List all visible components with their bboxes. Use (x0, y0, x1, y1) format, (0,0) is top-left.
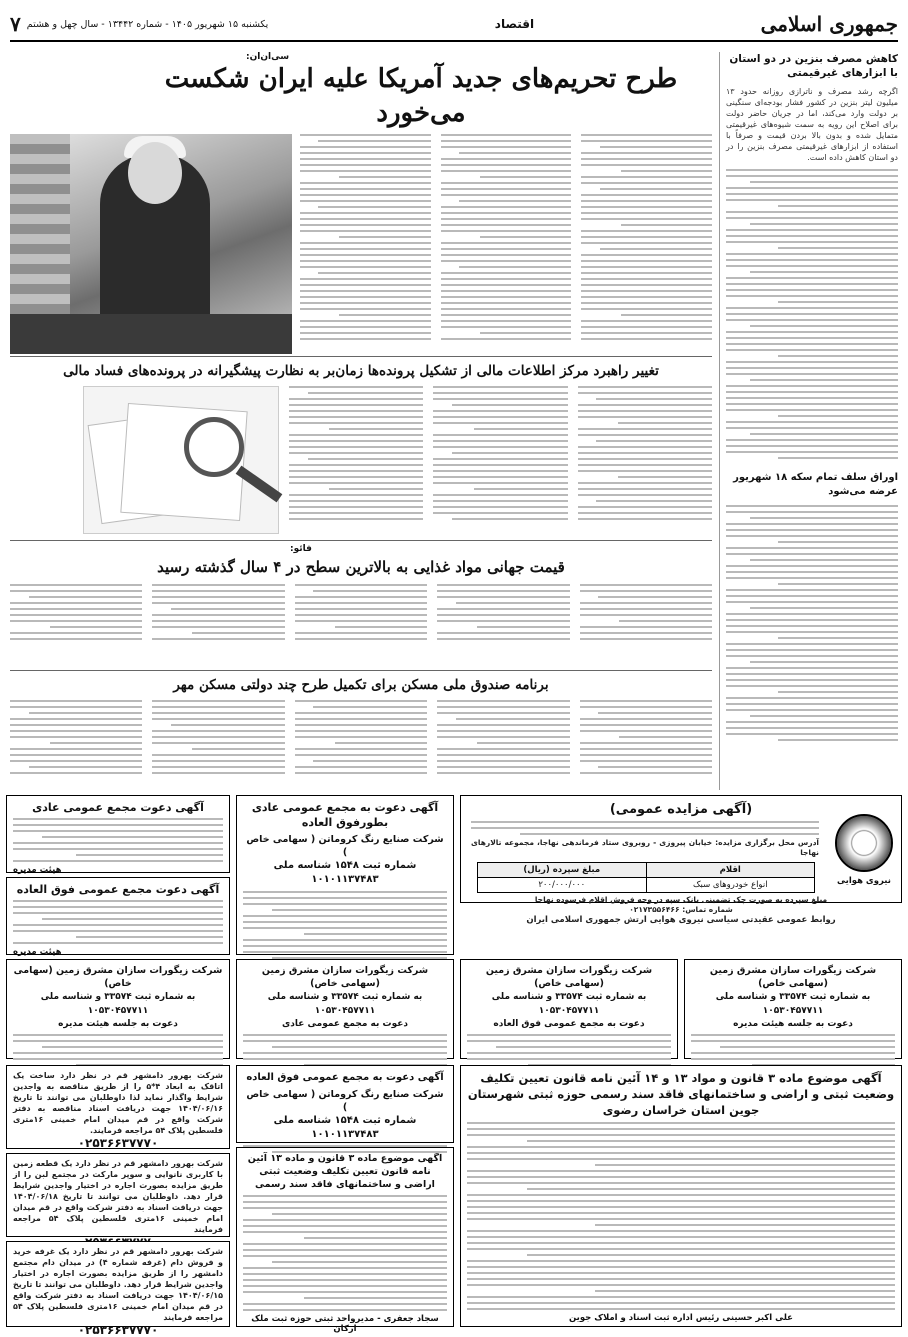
ad-title: آگهی دعوت به مجمع عمومی فوق العاده (246, 1072, 444, 1083)
ad-registration: به شماره ثبت ۳۳۵۷۴ و شناسه ملی ۱۰۵۳۰۴۵۷۷۱۱ (267, 992, 423, 1016)
bahrevar-ad-2 (6, 1153, 230, 1237)
notice-signature: سجاد جعفری - مدیرواحد ثبتی حوزه ثبت ملک ارکان (251, 1314, 439, 1334)
page-number: ۷ (10, 12, 21, 36)
story-divider (10, 540, 712, 541)
land-registry-notice-small (236, 1147, 454, 1334)
lead-story-kicker: سی‌ان‌ان: (246, 52, 290, 62)
auction-footer: روابط عمومی عقیدتی سیاسی نیروی هوایی ارتش جمهوری اسلامی ایران (526, 915, 836, 925)
lead-story-body (10, 134, 712, 356)
bahrevar-ad-1 (6, 1065, 230, 1149)
auction-phone: شماره تماس: ۰۲۱۷۳۵۵۶۴۶۶ (629, 905, 733, 914)
magnifier-documents-photo (83, 386, 279, 534)
story-divider (10, 356, 712, 357)
ad-phone: ۰۲۵۳۶۶۳۷۷۷۰ (77, 1136, 159, 1150)
story4-body (10, 700, 712, 774)
meeting-ad-chromaten-2 (236, 1065, 454, 1143)
auction-table (477, 862, 815, 893)
ad-phone: ۰۲۵۳۶۶۳۷۷۷۰ (77, 1323, 159, 1337)
section-label: اقتصاد (494, 17, 535, 31)
table-row (478, 878, 814, 892)
ad-registration: شماره ثبت ۱۵۴۸ شناسه ملی ۱۰۱۰۱۱۳۷۴۸۳ (273, 860, 417, 885)
issue-info: یکشنبه ۱۵ شهریور ۱۴۰۵ - شماره ۱۳۴۴۲ - سال چهل و هشتم (26, 18, 269, 30)
zigurat-ad-3 (236, 959, 454, 1059)
ad-text: شرکت بهرور دامشهر قم در نظر دارد یک غرفه خرید و فروش دام (غرفه شماره ۴) در میدان دام مجتمع دامشهر را از طریق مزایده بصورت اجاره در اختیار واجدین شرایط قرار دهد. داوطلبان می توانند تا تاریخ ۱۴۰۴/۰۶/۱۵ جهت دریافت اسناد به دفتر شرکت واقع در قم میدان امام خمینی ۱۶متری فلسطین پلاک ۵۴ مراجعه فرمایند (13, 1247, 224, 1322)
story3-kicker: فائو: (290, 544, 312, 554)
ad-body (243, 1145, 447, 1153)
issue-info-group (10, 12, 268, 36)
meeting-ad-chromaten-1 (236, 795, 454, 955)
auction-issuer: نیروی هوایی (837, 876, 891, 886)
zigurat-ad-1 (684, 959, 902, 1059)
zigurat-ad-4 (6, 959, 230, 1059)
main-column (10, 52, 712, 693)
table-cell: ۲۰۰/۰۰۰/۰۰۰ (478, 878, 647, 892)
auction-deposit: مبلغ سپرده به صورت چک تضمینی بانک سپه در وجه فروش اقلام فرسوده نهاجا (534, 895, 828, 904)
story3-body (10, 584, 712, 640)
notice-body (243, 1195, 447, 1311)
ad-body (13, 900, 223, 944)
ad-signature: هیئت مدیره (13, 865, 62, 875)
table-cell: انواع خودروهای سبک (692, 880, 768, 890)
ad-body (13, 1034, 223, 1066)
auction-address: آدرس محل برگزاری مزایده: خیابان پیروزی - روبروی ستاد فرماندهی نهاجا، مجموعه تالارهای نهاجا (471, 838, 819, 857)
zigurat-ad-2 (460, 959, 678, 1059)
ad-text: شرکت بهرور دامشهر قم در نظر دارد ساخت یک اتاقک به ابعاد ۴*۵ را از طریق مناقصه به واجدین شرایط واگذار نماید لذا داوطلبان می توانند تا تاریخ ۱۴۰۴/۰۶/۱۶ جهت دریافت اسناد مناقصه به دفتر شرکت واقع در قم میدان امام خمینی ۱۶متری فلسطین پلاک ۵۴ مراجعه فرمایند. (13, 1071, 223, 1135)
sidebar-story2-title: اوراق سلف تمام سکه ۱۸ شهریور عرضه می‌شود (733, 472, 898, 497)
ad-subject: دعوت به مجمع عمومی فوق العاده (493, 1019, 645, 1029)
notice-signature: علی اکبر حسینی رئیس اداره ثبت اسناد و املاک جوین (569, 1313, 793, 1323)
lead-story-title: طرح تحریم‌های جدید آمریکا علیه ایران شکست می‌خورد (164, 64, 678, 128)
auction-title: (آگهی مزایده عمومی) (609, 802, 753, 817)
story2-body (10, 386, 712, 534)
table-header: مبلغ سپرده (ریال) (478, 863, 647, 877)
ad-company: شرکت زیگورات سازان مشرق زمین (سهامی خاص) (709, 965, 877, 989)
story-divider (10, 670, 712, 671)
ad-company: شرکت صنایع رنگ کروماتن ( سهامی خاص ) (246, 1089, 444, 1113)
bahrevar-ad-3 (6, 1241, 230, 1337)
auction-body (471, 821, 819, 835)
ad-subject: دعوت به جلسه هیئت مدیره (733, 1019, 853, 1029)
ad-body (691, 1034, 895, 1066)
ad-company: شرکت زیگورات سازان مشرق زمین (سهامی خاص) (13, 965, 223, 989)
newspaper-logo: جمهوری اسلامی (760, 12, 898, 36)
ad-title: آگهی دعوت مجمع عمومی عادی (32, 801, 204, 814)
ad-body (243, 1034, 447, 1066)
ad-company: شرکت زیگورات سازان مشرق زمین (سهامی خاص) (485, 965, 653, 989)
sidebar-story1-lead: اگرچه رشد مصرف و ناترازی روزانه حدود ۱۳ میلیون لیتر بنزین در کشور فشار بودجه‌ای سنگینی بر دولت وارد می‌کند، اما در جریان حاضر دولت برای اصلاح این رویه به سمت شیوه‌های غیرقیمتی متمایل شده و بدون بالا بردن قیمت و صرفاً با استفاده از ابزارهای غیرقیمتی مصرف بنزین را در دو استان کاهش داده است. (726, 87, 898, 162)
extraordinary-meeting-ad (6, 877, 230, 955)
ad-registration: به شماره ثبت ۳۳۵۷۴ و شناسه ملی ۱۰۵۳۰۴۵۷۷۱۱ (491, 992, 647, 1016)
ad-text: شرکت بهرور دامشهر قم در نظر دارد یک قطعه زمین با کاربری نانوایی و سوپر مارکت در مجتمع لبن را از طریق مزایده بصورت اجاره در اختیار واجدین شرایط قرار دهد. داوطلبان می توانند تا تاریخ ۱۴۰۴/۰۶/۱۸ جهت دریافت اسناد به دفتر شرکت واقع در قم میدان امام خمینی ۱۶متری فلسطین پلاک ۵۴ مراجعه فرمایند (13, 1159, 223, 1234)
ad-subject: دعوت به مجمع عمومی عادی (282, 1019, 408, 1029)
story4-title: برنامه صندوق ملی مسکن برای تکمیل طرح چند دولتی مسکن مهر (173, 677, 549, 693)
table-row (478, 863, 814, 878)
sidebar-story1-body (726, 169, 898, 459)
ad-registration: به شماره ثبت ۳۳۵۷۴ و شناسه ملی ۱۰۵۳۰۴۵۷۷۱۱ (715, 992, 871, 1016)
story2-photo-wrap (10, 386, 279, 534)
ad-subject: دعوت به جلسه هیئت مدیره (58, 1019, 178, 1029)
sidebar-story1-title: کاهش مصرف بنزین در دو استان با ابزارهای غیرقیمتی (729, 53, 898, 79)
sidebar-divider (719, 52, 720, 790)
sidebar (726, 52, 898, 792)
classified-ads (6, 795, 902, 1337)
air-force-emblem-icon (835, 814, 893, 872)
ad-title: آگهی دعوت به مجمع عمومی عادی بطورفوق العاده (251, 801, 439, 829)
ordinary-meeting-ad (6, 795, 230, 873)
notice-title: آگهی موضوع ماده ۳ قانون و ماده ۱۳ آئین نامه قانون تعیین تکلیف وضعیت ثبتی اراضی و ساختمانهای فاقد سند رسمی (247, 1153, 443, 1190)
notice-body (467, 1122, 895, 1310)
masthead (10, 8, 898, 42)
lead-story-photo (10, 134, 292, 354)
ad-registration: به شماره ثبت ۳۳۵۷۴ و شناسه ملی ۱۰۵۳۰۴۵۷۷۱۱ (40, 992, 196, 1016)
ad-title: آگهی دعوت مجمع عمومی فوق العاده (16, 883, 220, 896)
ad-body (467, 1034, 671, 1066)
ad-signature: هیئت مدیره (13, 947, 62, 957)
sidebar-story2-body (726, 505, 898, 741)
auction-ad (460, 795, 902, 925)
ad-company: شرکت صنایع رنگ کروماتن ( سهامی خاص ) (246, 834, 444, 858)
lead-story-columns (300, 134, 712, 340)
notice-title: آگهی موضوع ماده ۳ قانون و مواد ۱۳ و ۱۴ آئین نامه قانون تعیین تکلیف وضعیت ثبتی و اراضی و ساختمانهای فاقد سند رسمی حوزه ثبتی شهرستان جوین استان خراسان رضوی (467, 1071, 895, 1117)
story3-title: قیمت جهانی مواد غذایی به بالاترین سطح در ۴ سال گذشته رسید (157, 558, 565, 576)
story2-title: تغییر راهبرد مرکز اطلاعات مالی از تشکیل پرونده‌ها زمان‌بر به نظارت پیشگیرانه در پرونده‌های فساد مالی (63, 363, 659, 379)
ad-company: شرکت زیگورات سازان مشرق زمین (سهامی خاص) (261, 965, 429, 989)
table-header: اقلام (647, 863, 815, 877)
ad-body (13, 818, 223, 862)
land-registry-notice (460, 1065, 902, 1327)
ad-registration: شماره ثبت ۱۵۴۸ شناسه ملی ۱۰۱۰۱۱۳۷۴۸۳ (273, 1115, 417, 1140)
